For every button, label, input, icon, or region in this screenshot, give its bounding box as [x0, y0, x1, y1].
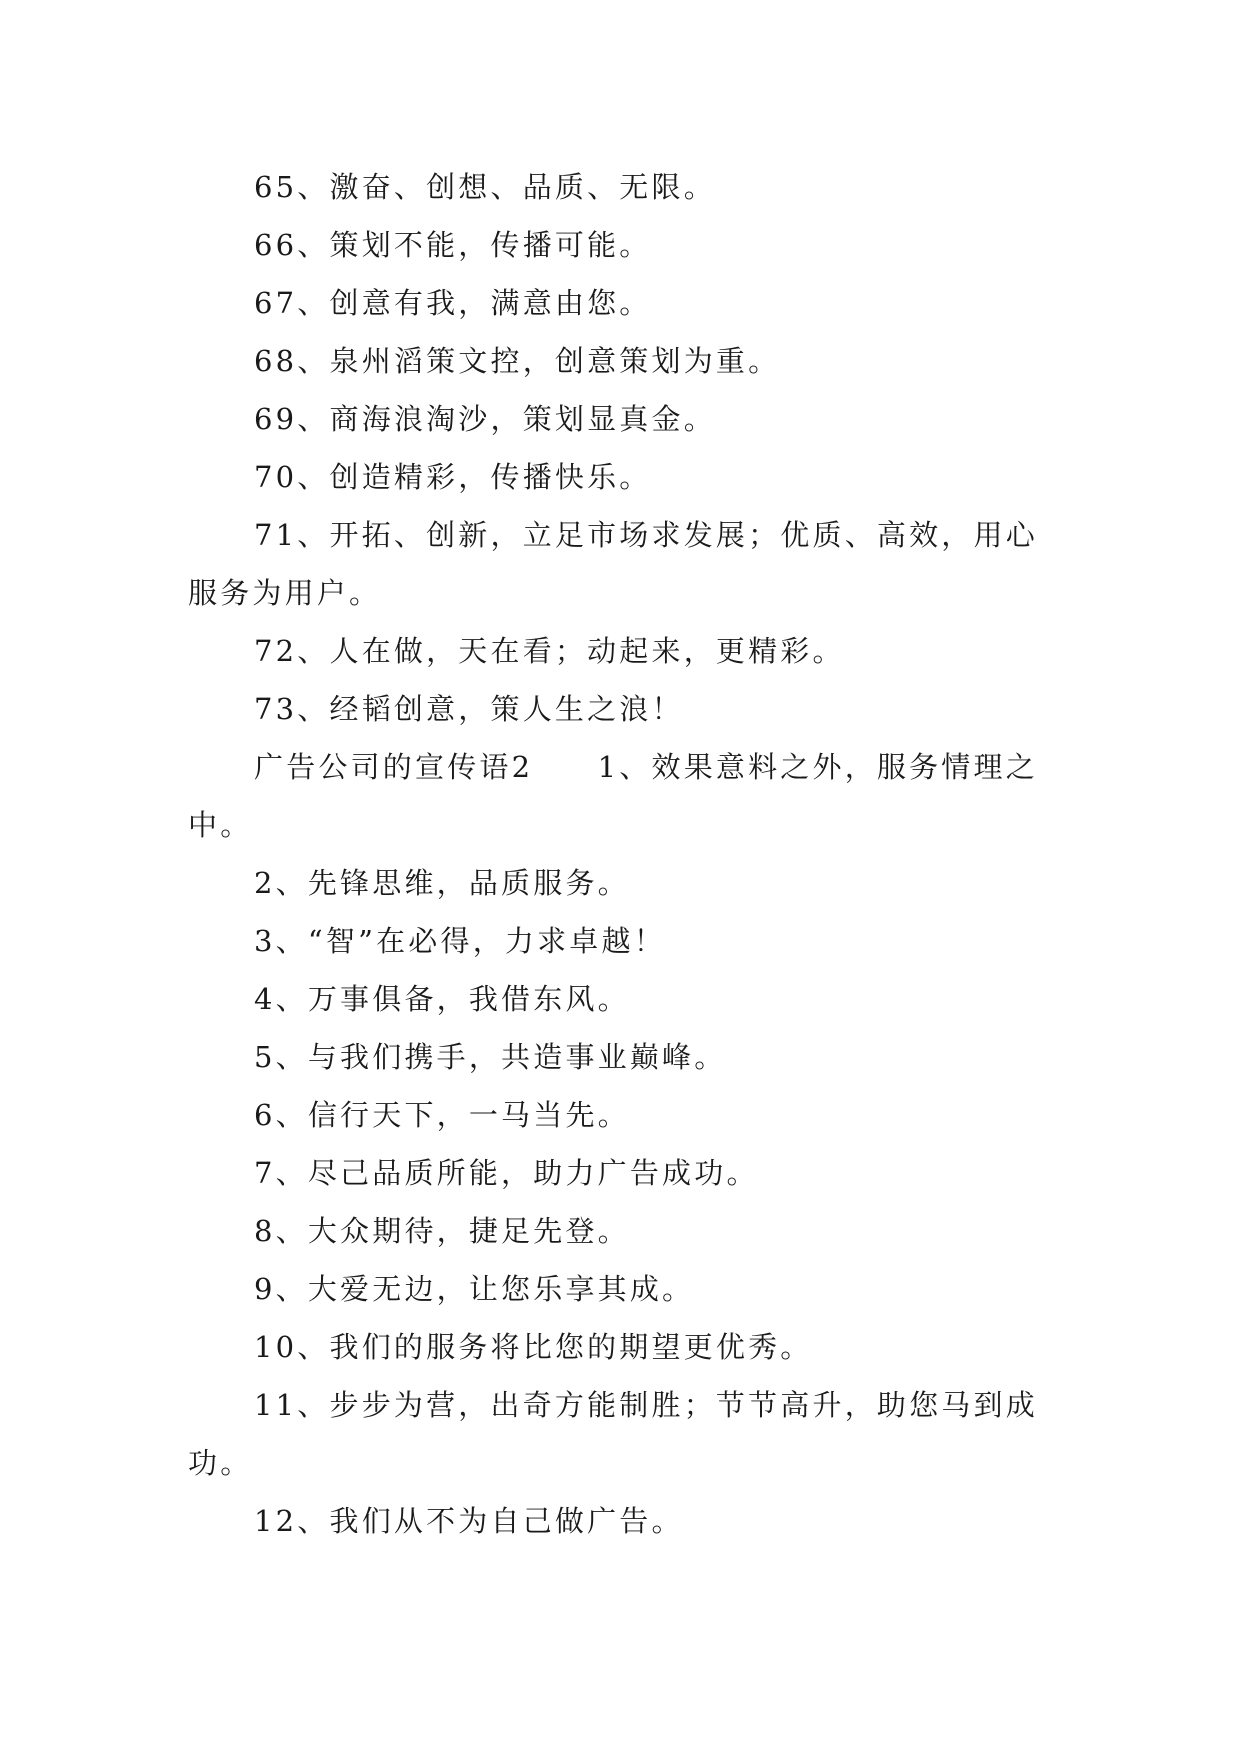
slogan-5: 5、与我们携手，共造事业巅峰。 — [254, 1040, 727, 1074]
slogan-8: 8、大众期待，捷足先登。 — [254, 1214, 630, 1248]
slogan-71: 71、开拓、创新，立足市场求发展；优质、高效，用心服务为用户。 — [188, 518, 1038, 610]
slogan-3: 3、“智”在必得，力求卓越！ — [254, 924, 666, 958]
slogan-65: 65、激奋、创想、品质、无限。 — [254, 170, 716, 204]
slogan-73: 73、经韬创意，策人生之浪！ — [254, 692, 684, 726]
section-heading-with-slogan-1: 广告公司的宣传语2 1、效果意料之外，服务情理之中。 — [188, 750, 1038, 842]
slogan-11: 11、步步为营，出奇方能制胜；节节高升，助您马到成功。 — [188, 1388, 1038, 1480]
slogan-2: 2、先锋思维，品质服务。 — [254, 866, 630, 900]
slogan-72: 72、人在做，天在看；动起来，更精彩。 — [254, 634, 845, 668]
slogan-6: 6、信行天下，一马当先。 — [254, 1098, 630, 1132]
slogan-7: 7、尽己品质所能，助力广告成功。 — [254, 1156, 759, 1190]
slogan-4: 4、万事俱备，我借东风。 — [254, 982, 630, 1016]
slogan-67: 67、创意有我，满意由您。 — [254, 286, 652, 320]
slogan-66: 66、策划不能，传播可能。 — [254, 228, 652, 262]
slogan-69: 69、商海浪淘沙，策划显真金。 — [254, 402, 716, 436]
slogan-9: 9、大爱无边，让您乐享其成。 — [254, 1272, 695, 1306]
document-body — [188, 158, 1058, 1550]
slogan-10: 10、我们的服务将比您的期望更优秀。 — [254, 1330, 813, 1364]
slogan-70: 70、创造精彩，传播快乐。 — [254, 460, 652, 494]
slogan-12: 12、我们从不为自己做广告。 — [254, 1504, 684, 1538]
slogan-68: 68、泉州滔策文控，创意策划为重。 — [254, 344, 781, 378]
